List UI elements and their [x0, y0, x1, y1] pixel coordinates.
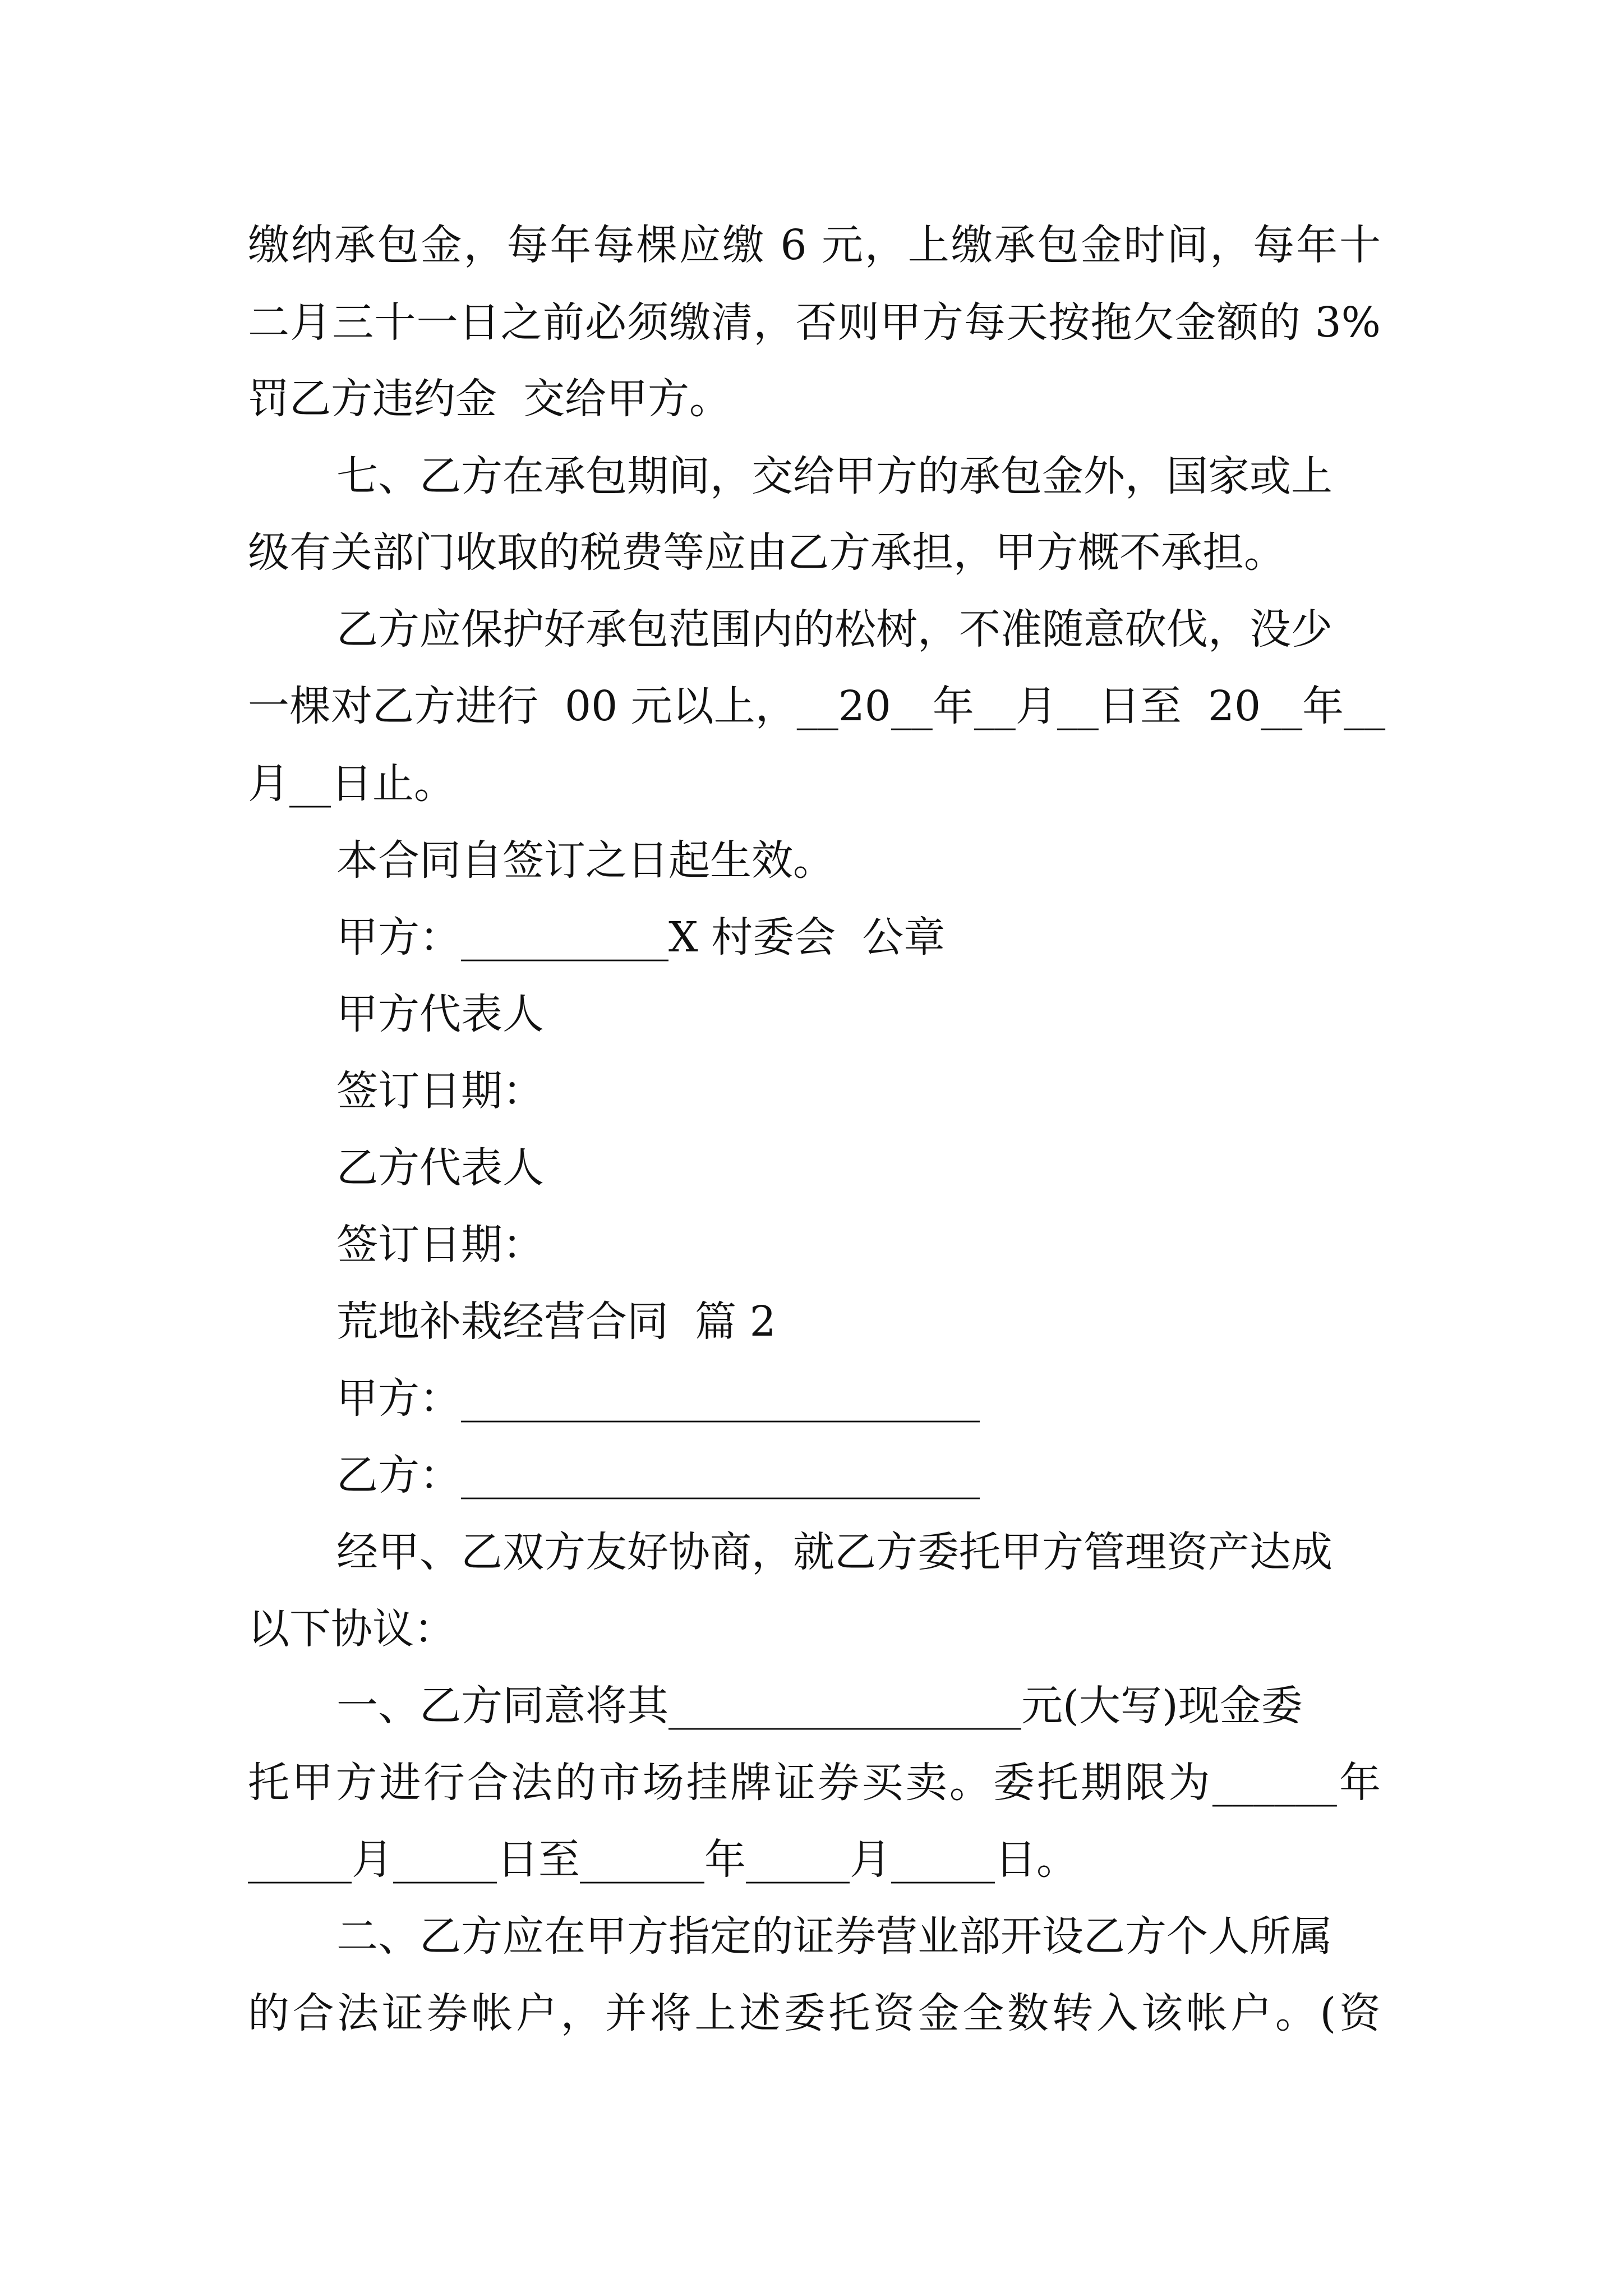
signature-line: 甲方代表人 — [336, 990, 544, 1038]
paragraph-line: 二、乙方应在甲方指定的证券营业部开设乙方个人所属 — [336, 1912, 1332, 1961]
section-heading: 荒地补栽经营合同 篇 2 — [336, 1297, 776, 1346]
signature-line: 签订日期： — [336, 1067, 544, 1115]
paragraph-line: 托甲方进行合法的市场挂牌证券买卖。委托期限为______年 — [248, 1759, 1381, 1807]
paragraph-line: 的合法证券帐户，并将上述委托资金全数转入该帐户。(资 — [248, 1989, 1381, 2037]
paragraph-line: 一棵对乙方进行 00 元以上，__20__年__月__日至 20__年__ — [248, 682, 1386, 730]
paragraph-line: 七、乙方在承包期间，交给甲方的承包金外，国家或上 — [336, 452, 1332, 500]
paragraph-line: 罚乙方违约金 交给甲方。 — [248, 375, 731, 423]
paragraph-line: 经甲、乙双方友好协商，就乙方委托甲方管理资产达成 — [336, 1528, 1332, 1576]
paragraph-line: 乙方应保护好承包范围内的松树，不准随意砍伐，没少 — [336, 605, 1332, 654]
paragraph-line: 二月三十一日之前必须缴清，否则甲方每天按拖欠金额的 3% — [248, 298, 1381, 347]
paragraph-line: 缴纳承包金，每年每棵应缴 6 元，上缴承包金时间，每年十 — [248, 221, 1381, 269]
party-line: 甲方：_________________________ — [336, 1374, 980, 1423]
party-line: 乙方：_________________________ — [336, 1451, 980, 1499]
paragraph-line: 级有关部门收取的税费等应由乙方承担，甲方概不承担。 — [248, 528, 1285, 577]
paragraph-line: 以下协议： — [248, 1605, 455, 1653]
signature-line: 乙方代表人 — [336, 1144, 544, 1192]
paragraph-line: 一、乙方同意将其_________________元(大写)现金委 — [336, 1682, 1303, 1730]
paragraph-line: 本合同自签订之日起生效。 — [336, 836, 834, 885]
signature-line: 甲方：__________X 村委会 公章 — [336, 913, 946, 961]
paragraph-line: 月__日止。 — [248, 760, 455, 808]
signature-line: 签订日期： — [336, 1221, 544, 1269]
paragraph-line: _____月_____日至______年_____月_____日。 — [248, 1835, 1078, 1884]
